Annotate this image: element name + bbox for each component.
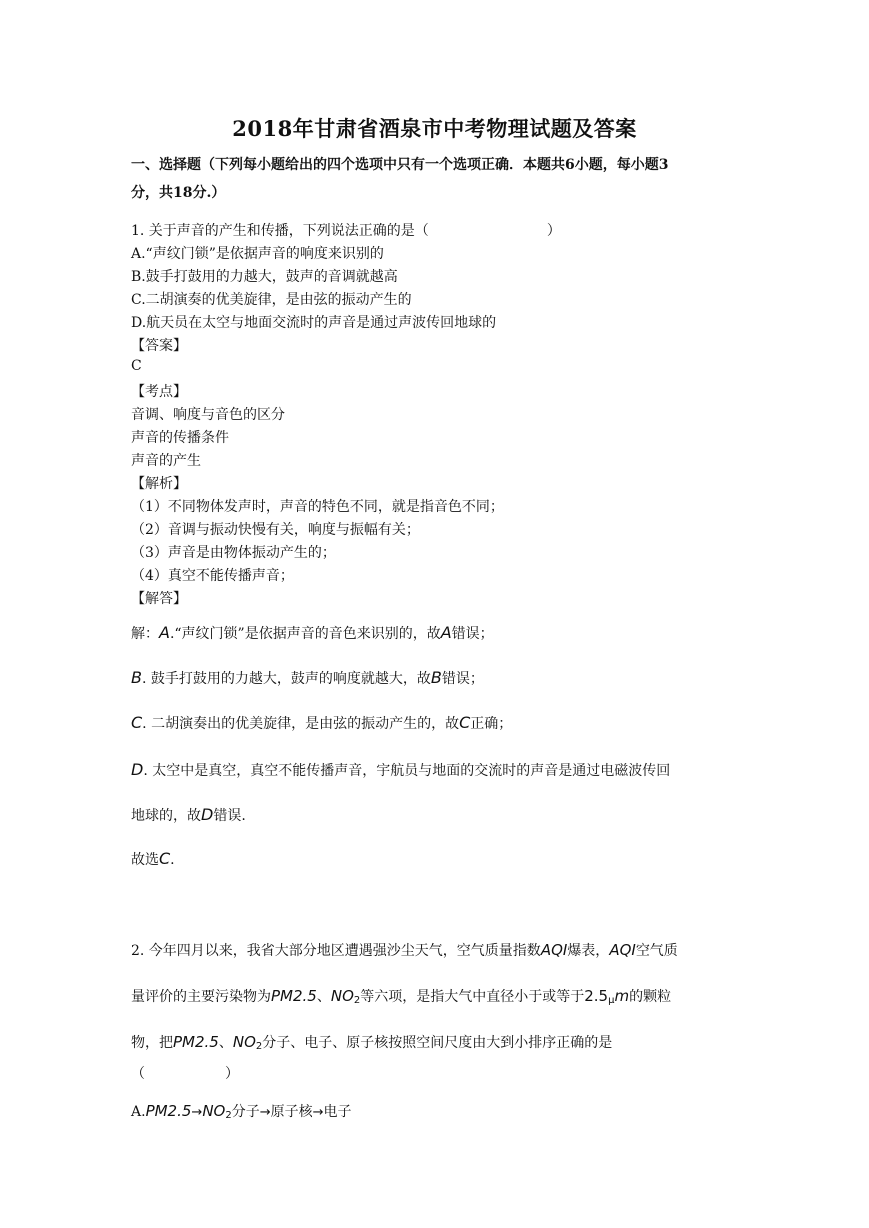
math-number: 2.5 xyxy=(584,987,609,1005)
stem-text: 、 xyxy=(218,1035,233,1051)
q1-kaodian-3: 声音的产生 xyxy=(131,453,201,469)
math-subscript: 2 xyxy=(353,995,361,1006)
q1-stem xyxy=(131,220,561,240)
choice-prefix: 故选 xyxy=(131,852,159,868)
math-letter: C xyxy=(159,849,171,868)
math-pm25: PM2.5 xyxy=(271,987,317,1005)
q2-stem-line-2 xyxy=(131,986,671,1006)
q1-kaodian-1: 音调、响度与音色的区分 xyxy=(131,407,285,423)
q1-kaodian-heading: 【考点】 xyxy=(131,384,187,400)
option-text: 原子核 xyxy=(270,1104,313,1120)
section-heading xyxy=(131,151,741,207)
solution-end: 正确； xyxy=(470,716,513,732)
solution-end: 错误. xyxy=(213,808,246,824)
q1-stem-text: 1. 关于声音的产生和传播，下列说法正确的是（ xyxy=(131,223,429,239)
section-heading-line-2: 分，共18分.） xyxy=(131,185,226,201)
q1-jiexi-3: （3）声音是由物体振动产生的； xyxy=(131,545,336,561)
q1-jiexi-1: （1）不同物体发声时，声音的特色不同，就是指音色不同； xyxy=(131,499,504,515)
math-mu: μ xyxy=(608,995,615,1006)
math-subscript: 2 xyxy=(225,1110,232,1121)
arrow-icon: → xyxy=(259,1105,271,1120)
choice-end: . xyxy=(170,852,175,868)
solution-text: .“声纹门锁”是依据声音的音色来识别的，故 xyxy=(169,626,441,642)
stem-text: 等六项，是指大气中直径小于或等于 xyxy=(360,989,585,1005)
solution-prefix: 解： xyxy=(131,626,159,642)
q2-stem-line-3 xyxy=(131,1032,612,1052)
q1-jiexi-4: （4）真空不能传播声音； xyxy=(131,568,294,584)
stem-text: 的颗粒 xyxy=(629,989,672,1005)
q1-solution-c xyxy=(131,713,512,733)
option-prefix: A. xyxy=(131,1104,146,1120)
option-text: 电子 xyxy=(323,1104,352,1120)
q1-option-b: B.鼓手打鼓用的力越大，鼓声的音调就越高 xyxy=(131,269,398,285)
math-letter: A xyxy=(440,623,452,642)
q2-stem-line-1 xyxy=(131,940,678,960)
solution-text: . 太空中是真空，真空不能传播声音，宇航员与地面的交流时的声音是通过电磁波传回 xyxy=(143,763,671,779)
arrow-icon: → xyxy=(312,1105,324,1120)
stem-text: 分子、电子、原子核按照空间尺度由大到小排序正确的是 xyxy=(262,1035,613,1051)
q1-jieda-heading: 【解答】 xyxy=(131,591,187,607)
math-letter: B xyxy=(131,668,142,687)
math-letter: B xyxy=(430,668,442,687)
math-letter: A xyxy=(159,623,170,642)
q1-answer-heading: 【答案】 xyxy=(131,338,187,354)
math-pm25: PM2.5 xyxy=(173,1033,219,1051)
math-subscript: 2 xyxy=(255,1041,263,1052)
math-letter: D xyxy=(131,760,144,779)
stem-text: 量评价的主要污染物为 xyxy=(131,989,271,1005)
section-heading-line-1: 一、选择题（下列每小题给出的四个选项中只有一个选项正确．本题共6小题，每小题3 xyxy=(131,157,669,173)
solution-end: 错误； xyxy=(451,626,494,642)
q1-kaodian-2: 声音的传播条件 xyxy=(131,430,229,446)
arrow-icon: → xyxy=(191,1105,203,1120)
math-pm25: PM2.5 xyxy=(145,1102,192,1120)
q1-solution-a xyxy=(131,623,494,643)
stem-text: 2. 今年四月以来，我省大部分地区遭遇强沙尘天气，空气质量指数 xyxy=(131,943,541,959)
q1-solution-d xyxy=(131,760,670,780)
q1-solution-d-cont xyxy=(131,805,246,825)
math-no2: NO xyxy=(330,987,354,1005)
q1-option-c: C.二胡演奏的优美旋律，是由弦的振动产生的 xyxy=(131,292,412,308)
math-no2: NO xyxy=(202,1102,226,1120)
stem-text: 、 xyxy=(316,989,331,1005)
q1-final-choice xyxy=(131,849,175,869)
q2-answer-paren xyxy=(131,1063,239,1083)
math-letter: C xyxy=(459,713,471,732)
solution-text: . 鼓手打鼓用的力越大，鼓声的响度就越大，故 xyxy=(141,671,431,687)
solution-text: . 二胡演奏出的优美旋律，是由弦的振动产生的，故 xyxy=(142,716,460,732)
math-unit-m: m xyxy=(614,987,630,1005)
q1-answer: C xyxy=(131,358,142,374)
q1-option-a: A.“声纹门锁”是依据声音的响度来识别的 xyxy=(131,246,384,262)
stem-text: 物，把 xyxy=(131,1035,173,1051)
q1-jiexi-heading: 【解析】 xyxy=(131,476,187,492)
math-aqi: AQI xyxy=(540,941,568,959)
q1-solution-b xyxy=(131,668,484,688)
paren-close: ） xyxy=(225,1066,239,1082)
option-text: 分子 xyxy=(231,1104,260,1120)
math-letter: C xyxy=(131,713,143,732)
q2-option-a xyxy=(131,1101,352,1121)
solution-end: 错误； xyxy=(441,671,484,687)
q1-stem-close: ） xyxy=(546,223,561,239)
paren-open: （ xyxy=(131,1066,145,1082)
solution-text: 地球的，故 xyxy=(131,808,201,824)
math-letter: D xyxy=(201,805,214,824)
page-title: 2018年甘肃省酒泉市中考物理试题及答案 xyxy=(232,116,637,141)
q1-jiexi-2: （2）音调与振动快慢有关，响度与振幅有关； xyxy=(131,522,420,538)
math-no2: NO xyxy=(232,1033,256,1051)
stem-text: 空气质 xyxy=(635,943,678,959)
math-aqi: AQI xyxy=(609,941,636,959)
stem-text: 爆表， xyxy=(567,943,610,959)
q1-option-d: D.航天员在太空与地面交流时的声音是通过声波传回地球的 xyxy=(131,315,497,331)
